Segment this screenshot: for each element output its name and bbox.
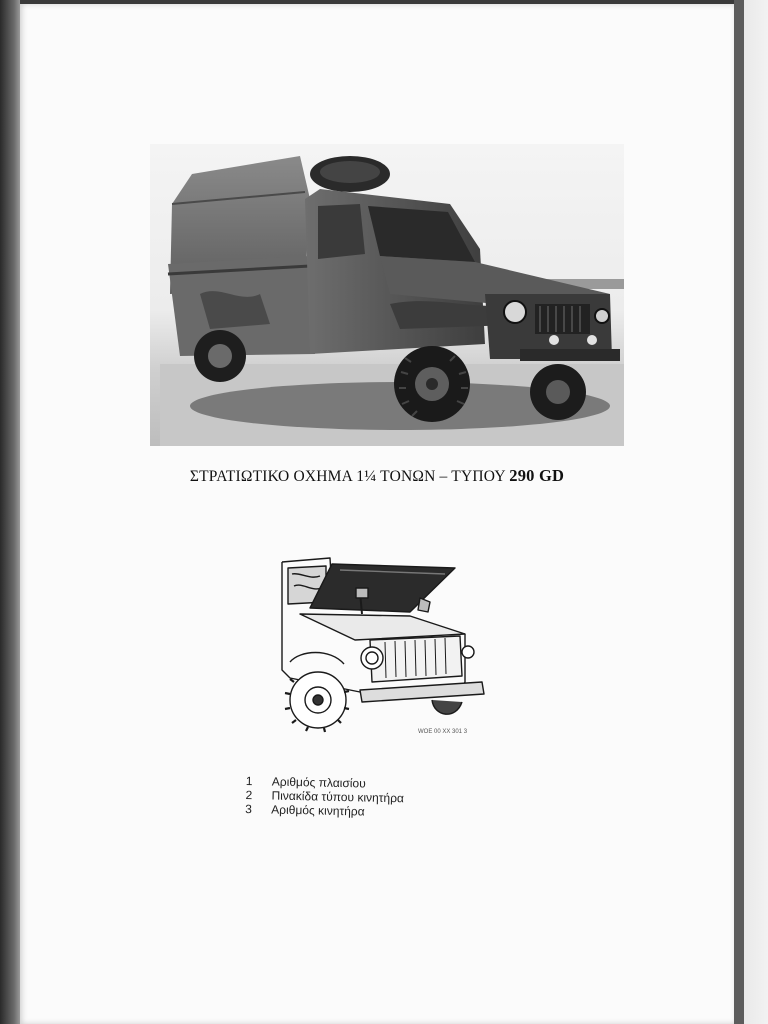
- caption-prefix: ΣΤΡΑΤΙΩΤΙΚΟ ΟΧΗΜΑ 1: [189, 468, 365, 485]
- scan-edge-right: [734, 0, 768, 1024]
- legend-number: 1: [245, 774, 253, 789]
- photo-caption: [20, 466, 734, 486]
- caption-suffix: ΤΟΝΩΝ – ΤΥΠΟΥ: [376, 468, 510, 485]
- figure-code: WOE 00 XX 301 3: [418, 729, 468, 735]
- caption-model: 290 GD: [509, 466, 565, 485]
- document-page: [20, 4, 734, 1024]
- scan-edge-left: [0, 0, 20, 1024]
- legend-number: 2: [245, 787, 253, 803]
- military-truck-photo: [150, 144, 624, 446]
- legend-label: Πινακίδα τύπου κινητήρα: [271, 788, 405, 806]
- caption-fraction: ¼: [364, 468, 377, 485]
- legend-label: Αριθμός κινητήρα: [271, 802, 365, 819]
- legend-number: 3: [245, 801, 253, 817]
- figure-legend: [245, 774, 404, 819]
- vehicle-line-drawing: [260, 552, 490, 742]
- legend-label: Αριθμός πλαισίου: [271, 774, 366, 791]
